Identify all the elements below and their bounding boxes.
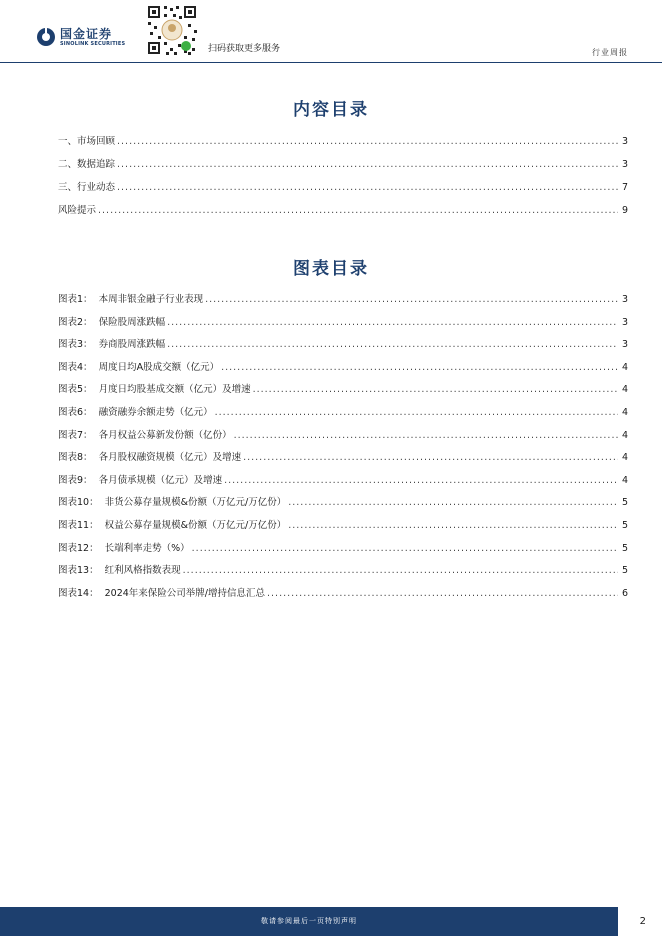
- contents-entry[interactable]: [58, 205, 628, 217]
- contents-entry[interactable]: [58, 136, 628, 148]
- page-footer: [0, 907, 618, 936]
- entry-page: 4: [621, 474, 628, 486]
- entry-label: 三、行业动态: [58, 182, 116, 193]
- leader-dots: [288, 497, 618, 509]
- entry-page: 7: [621, 182, 628, 193]
- page-number: 2: [639, 916, 646, 927]
- entry-label: 图表11： 权益公募存量规模&份额（万亿元/万亿份）: [58, 519, 287, 531]
- logo-chinese-name: 国金证券: [60, 26, 113, 41]
- entry-page: 5: [621, 497, 628, 509]
- entry-page: 4: [621, 384, 628, 396]
- leader-dots: [117, 182, 618, 194]
- contents-title: 内容目录: [293, 100, 369, 120]
- entry-page: 4: [621, 452, 628, 464]
- entry-label: 图表13： 红利风格指数表现: [58, 565, 181, 577]
- entry-label: 图表5： 月度日均股基成交额（亿元）及增速: [58, 384, 251, 396]
- entry-label: 图表8： 各月股权融资规模（亿元）及增速: [58, 452, 242, 464]
- leader-dots: [98, 205, 618, 217]
- figure-entry[interactable]: [58, 339, 628, 351]
- entry-page: 3: [621, 159, 628, 170]
- leader-dots: [234, 430, 618, 442]
- entry-label: 二、数据追踪: [58, 159, 116, 170]
- leader-dots: [288, 520, 618, 532]
- contents-entry[interactable]: [58, 159, 628, 171]
- figure-entry[interactable]: [58, 384, 628, 396]
- entry-label: 一、市场回顾: [58, 136, 116, 147]
- leader-dots: [267, 588, 618, 600]
- leader-dots: [221, 362, 618, 374]
- logo-mark-icon: [36, 27, 56, 47]
- leader-dots: [183, 565, 618, 577]
- contents-entry[interactable]: [58, 182, 628, 194]
- entry-label: 图表4： 周度日均A股成交额（亿元）: [58, 361, 220, 373]
- entry-page: 3: [621, 294, 628, 305]
- figure-entry[interactable]: [58, 475, 628, 487]
- leader-dots: [167, 339, 618, 351]
- leader-dots: [117, 136, 618, 148]
- qr-caption: 扫码获取更多服务: [208, 44, 281, 54]
- figure-entry[interactable]: [58, 588, 628, 600]
- entry-label: 图表2： 保险股周涨跌幅: [58, 316, 166, 328]
- header-divider: [0, 62, 662, 63]
- figure-entry[interactable]: [58, 362, 628, 374]
- entry-page: 3: [621, 136, 628, 147]
- entry-label: 图表12： 长端利率走势（%）: [58, 542, 190, 554]
- leader-dots: [224, 475, 618, 487]
- figure-entry[interactable]: [58, 430, 628, 442]
- entry-page: 4: [621, 429, 628, 441]
- entry-page: 5: [621, 542, 628, 554]
- entry-label: 图表6： 融资融券余额走势（亿元）: [58, 406, 213, 418]
- figure-entry[interactable]: [58, 520, 628, 532]
- leader-dots: [205, 294, 618, 306]
- entry-page: 5: [621, 565, 628, 577]
- entry-page: 3: [621, 316, 628, 328]
- entry-page: 4: [621, 361, 628, 373]
- entry-page: 3: [621, 339, 628, 351]
- leader-dots: [215, 407, 618, 419]
- entry-label: 图表10： 非货公募存量规模&份额（万亿元/万亿份）: [58, 497, 287, 509]
- entry-page: 6: [621, 587, 628, 599]
- entry-page: 5: [621, 519, 628, 531]
- qr-code-icon[interactable]: [144, 2, 200, 58]
- figure-entry[interactable]: [58, 452, 628, 464]
- leader-dots: [243, 452, 618, 464]
- entry-label: 图表9： 各月债承规模（亿元）及增速: [58, 474, 223, 486]
- logo-english-name: SINOLINK SECURITIES: [60, 40, 126, 47]
- figure-entry[interactable]: [58, 497, 628, 509]
- figure-entry[interactable]: [58, 543, 628, 555]
- footer-disclaimer: 敬请参阅最后一页特别声明: [261, 917, 357, 925]
- entry-label: 图表7： 各月权益公募新发份额（亿份）: [58, 429, 232, 441]
- entry-label: 图表14： 2024年来保险公司举牌/增持信息汇总: [58, 587, 266, 599]
- leader-dots: [192, 543, 618, 555]
- page-header: [0, 0, 662, 62]
- figure-entry[interactable]: [58, 317, 628, 329]
- figures-list: [58, 294, 628, 610]
- figures-title: 图表目录: [293, 259, 369, 279]
- leader-dots: [167, 317, 618, 329]
- leader-dots: [117, 159, 618, 171]
- entry-page: 9: [621, 205, 628, 216]
- leader-dots: [253, 384, 618, 396]
- report-type-label: 行业周报: [592, 48, 628, 57]
- entry-label: 图表1： 本周非银金融子行业表现: [58, 294, 204, 305]
- entry-label: 风险提示: [58, 205, 97, 216]
- entry-label: 图表3： 券商股周涨跌幅: [58, 339, 166, 351]
- company-logo: [36, 27, 125, 47]
- entry-page: 4: [621, 406, 628, 418]
- figure-entry[interactable]: [58, 407, 628, 419]
- figure-entry[interactable]: [58, 294, 628, 306]
- contents-list: [58, 136, 628, 228]
- figure-entry[interactable]: [58, 565, 628, 577]
